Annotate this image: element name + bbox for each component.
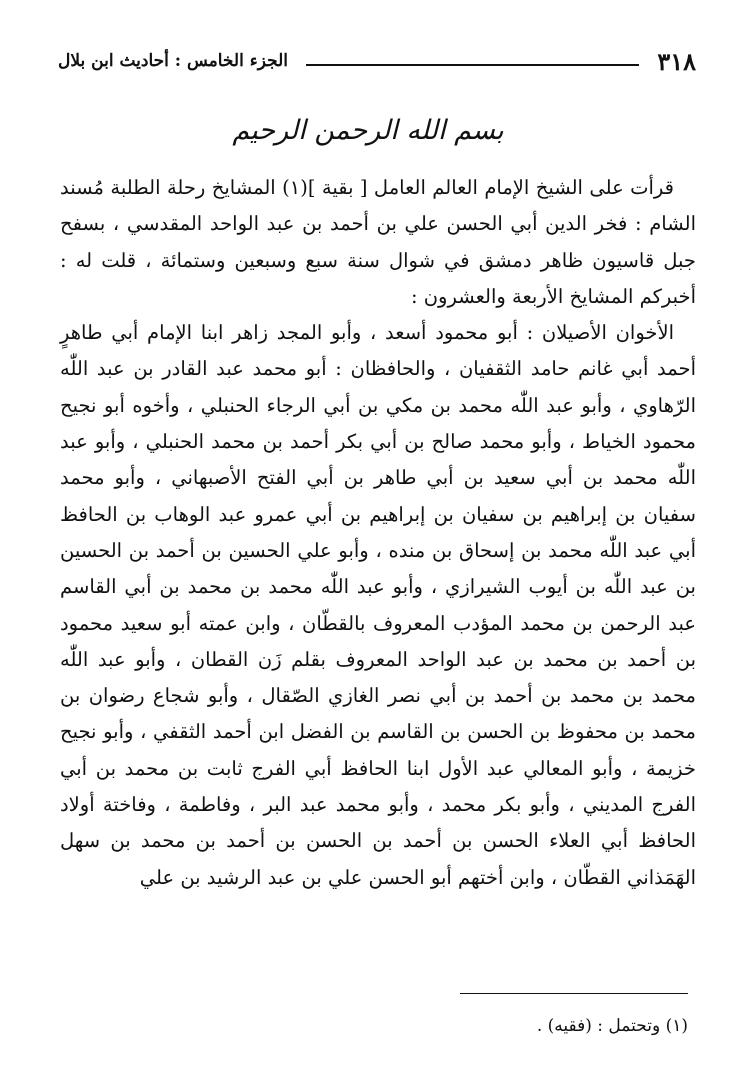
page-number: ٣١٨ <box>657 46 696 76</box>
running-title: الجزء الخامس : أحاديث ابن بلال <box>58 51 288 71</box>
paragraph-intro: قرأت على الشيخ الإمام العالم العامل [ بقية ](١) المشايخ رحلة الطلبة مُسند الشام : فخر الدين أبي الحسن علي بن أحمد بن عبد الواحد المقدسي ، بسفح جبل قاسيون ظاهر دمشق في شوال سنة سبع وسبعين وستمائة ، قلت له : أخبركم المشايخ الأربعة والعشرون : <box>60 176 696 308</box>
basmala: بسم الله الرحمن الرحيم <box>232 115 504 146</box>
body-text <box>60 170 696 896</box>
page-header <box>58 44 696 78</box>
footnote-rule <box>460 993 688 994</box>
paragraph-narrators: الأخوان الأصيلان : أبو محمود أسعد ، وأبو المجد زاهر ابنا الإمام أبي طاهرٍ أحمد أبي غانم حامد الثقفيان ، والحافظان : أبو محمد عبد القادر بن عبد اللّٰه الرّهاوي ، وأبو عبد اللّٰه محمد بن مكي بن أبي الرجاء الحنبلي ، وأخوه أبو نجيح محمود الخياط ، وأبو محمد صالح بن أبي بكر أحمد بن محمد الحنبلي ، وأبو عبد اللّٰه محمد بن أبي سعيد بن أبي طاهر بن أبي الفتح الأصبهاني ، وأبو محمد سفيان بن إبراهيم بن سفيان بن إبراهيم بن أبي عمرو عبد الوهاب بن الحافظ أبي عبد اللّٰه محمد بن إسحاق بن منده ، وأبو علي الحسين بن أحمد بن الحسين بن عبد اللّٰه بن أيوب الشيرازي ، وأبو عبد اللّٰه محمد بن محمد بن أبي القاسم عبد الرحمن بن محمد المؤدب المعروف بالقطّان ، وابن عمته أبو سعيد محمود بن أحمد بن محمد بن عبد الواحد المعروف بقلم زَن القطان ، وأبو عبد اللّٰه محمد بن محمد بن أحمد بن أبي نصر الغازي الصّقال ، وأبو شجاع رضوان بن محمد بن محفوظ بن الحسن بن القاسم بن الفضل ابن أحمد الثقفي ، وأبو نجيح خزيمة ، وأبو المعالي عبد الأول ابنا الحافظ أبي الفرج ثابت بن محمد بن أبي الفرج المديني ، وأبو بكر محمد ، وأبو محمد عبد البر ، وفاطمة ، وفاختة أولاد الحافظ أبي العلاء الحسن بن أحمد بن الحسن بن أحمد بن محمد بن سهل الهَمَذاني القطّان ، وابن أختهم أبو الحسن علي بن عبد الرشيد بن علي <box>60 321 696 889</box>
header-rule <box>306 64 639 66</box>
footnote: (١) وتحتمل : (فقيه) . <box>536 1016 688 1036</box>
